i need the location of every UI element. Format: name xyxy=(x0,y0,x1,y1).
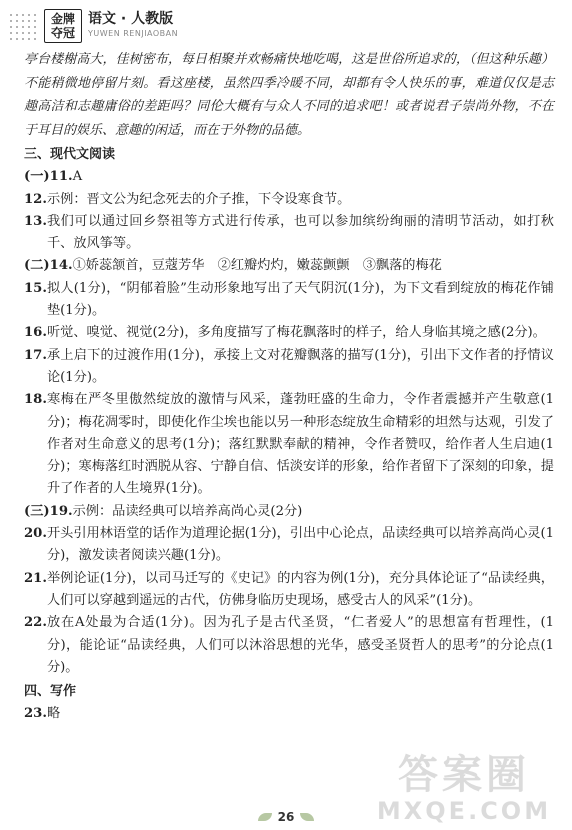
logo-bottom-text: 夺冠 xyxy=(50,26,75,40)
answer-item xyxy=(24,189,554,211)
translation-passage: 亭台楼榭高大，佳树密布，每日相聚并欢畅痛快地吃喝，这是世俗所追求的，（但这种乐趣）不能稍微地停留片刻。看这座楼，虽然四季冷暖不同，却都有令人快乐的事，难道仅仅是志趣高洁和志趣庸俗的差距吗？同伦大概有与众人不同的追求吧！或者说君子崇尚外物，不在于耳目的娱乐、意趣的闲适，而在于外物的品德。 xyxy=(24,52,554,138)
item-number: 22. xyxy=(24,615,47,631)
dot-grid-decoration xyxy=(8,12,40,40)
item-number: (三)19. xyxy=(24,503,73,519)
answer-item xyxy=(24,211,554,256)
item-number: 23. xyxy=(24,706,47,722)
item-text: 寒梅在严冬里傲然绽放的激情与风采，蓬勃旺盛的生命力，令作者震撼并产生敬意(1分)；梅花凋零时，即使化作尘埃也能以另一种形态绽放生命精彩的坦然与达观，引发了作者对生命意义的思考(1分)；落红默默奉献的精神，令作者赞叹，给作者人生启迪(1分)；寒梅落红时洒脱从容、宁静自信、恬淡安详的形象，给作者留下了深刻的印象，提升了作者的人生境界(1分)。 xyxy=(46,392,554,497)
section-heading: 三、现代文阅读 xyxy=(24,147,116,162)
series-title: 语文 · 人教版 xyxy=(88,11,174,27)
item-text: ①娇蕊颔首，豆蔻芳华 ②红瓣灼灼，嫩蕊颤颤 ③飘落的梅花 xyxy=(72,258,442,274)
answer-item xyxy=(24,501,554,523)
leaf-right-icon xyxy=(300,813,314,821)
item-number: 13. xyxy=(24,213,47,229)
item-text: 拟人(1分)，“阴郁着脸”生动形象地写出了天气阴沉(1分)，为下文看到绽放的梅花作铺垫(1分)。 xyxy=(46,280,554,319)
answer-item xyxy=(24,568,554,613)
answer-item xyxy=(24,612,554,679)
item-number: (二)14. xyxy=(24,258,73,274)
item-text: 开头引用林语堂的话作为道理论据(1分)，引出中心论点，品读经典可以培养高尚心灵(1分)，激发读者阅读兴趣(1分)。 xyxy=(46,526,554,564)
answer-item xyxy=(24,166,554,188)
item-text: 示例：晋文公为纪念死去的介子推，下令设寒食节。 xyxy=(46,191,351,207)
item-number: 17. xyxy=(24,347,47,363)
answer-item xyxy=(24,255,554,277)
item-text: 示例：品读经典可以培养高尚心灵(2分) xyxy=(72,503,303,519)
item-number: 18. xyxy=(24,392,47,408)
page-header xyxy=(8,6,564,46)
series-subtitle: YUWEN RENJIAOBAN xyxy=(88,29,179,38)
item-number: (一)11. xyxy=(24,169,73,185)
answer-content xyxy=(24,48,554,726)
item-text: 承上启下的过渡作用(1分)，承接上文对花瓣飘落的描写(1分)，引出下文作者的抒情议论(1分)。 xyxy=(46,347,554,385)
item-text: 放在A处最为合适(1分)。因为孔子是古代圣贤，“仁者爱人”的思想富有哲理性，(1分)，能论证“品读经典，人们可以沐浴思想的光华，感受圣贤哲人的思考”的分论点(1分)。 xyxy=(46,615,554,675)
logo-top-text: 金牌 xyxy=(50,12,75,26)
answer-item xyxy=(24,322,554,344)
item-number: 15. xyxy=(24,280,47,296)
page-footer xyxy=(0,808,572,826)
item-text: 听觉、嗅觉、视觉(2分)，多角度描写了梅花飘落时的样子，给人身临其境之感(2分)。 xyxy=(46,325,546,341)
item-text: 略 xyxy=(46,706,61,722)
item-number: 12. xyxy=(24,191,47,207)
answer-item xyxy=(24,345,554,390)
item-text: A xyxy=(72,169,83,185)
section-heading: 四、写作 xyxy=(24,684,77,700)
item-text: 举例论证(1分)，以司马迁写的《史记》的内容为例(1分)，充分具体论证了“品读经典，人们可以穿越到遥远的古代，仿佛身临历史现场，感受古人的风采”(1分)。 xyxy=(46,570,554,608)
answer-item xyxy=(24,389,554,500)
item-text: 我们可以通过回乡祭祖等方式进行传承，也可以参加缤纷绚丽的清明节活动，如打秋千、放风筝等。 xyxy=(46,213,554,252)
item-number: 21. xyxy=(24,570,47,586)
answer-item xyxy=(24,523,554,568)
watermark-line1: 答案圈 xyxy=(398,752,530,798)
item-number: 20. xyxy=(24,526,47,542)
answer-item xyxy=(24,278,554,323)
brand-logo xyxy=(44,9,82,43)
leaf-left-icon xyxy=(258,813,272,821)
answer-item xyxy=(24,703,554,725)
watermark-line2: MXQE.COM xyxy=(376,797,552,825)
page-number: 26 xyxy=(277,810,295,824)
item-number: 16. xyxy=(24,325,47,341)
